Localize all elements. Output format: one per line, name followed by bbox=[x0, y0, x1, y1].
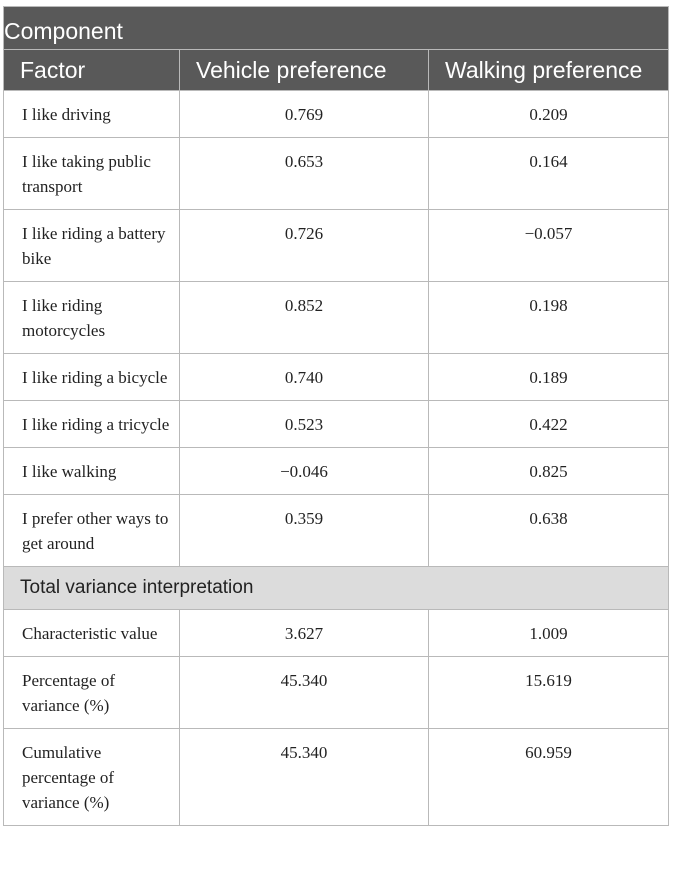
factor-cell: I like riding a tricycle bbox=[4, 401, 180, 448]
table-row bbox=[4, 448, 669, 495]
table-row bbox=[4, 354, 669, 401]
vehicle-cell: 0.769 bbox=[180, 91, 429, 138]
column-header-vehicle: Vehicle preference bbox=[180, 50, 429, 91]
vehicle-cell: 45.340 bbox=[180, 657, 429, 729]
walking-cell: 1.009 bbox=[429, 610, 669, 657]
column-header-factor: Factor bbox=[4, 50, 180, 91]
vehicle-cell: 45.340 bbox=[180, 729, 429, 826]
walking-cell: 60.959 bbox=[429, 729, 669, 826]
vehicle-cell: 0.740 bbox=[180, 354, 429, 401]
walking-cell: 0.189 bbox=[429, 354, 669, 401]
table-row bbox=[4, 729, 669, 826]
component-header: Component bbox=[4, 7, 669, 50]
factor-cell: Percentage of variance (%) bbox=[4, 657, 180, 729]
vehicle-cell: 3.627 bbox=[180, 610, 429, 657]
table-row bbox=[4, 210, 669, 282]
factor-cell: Characteristic value bbox=[4, 610, 180, 657]
factor-cell: I prefer other ways to get around bbox=[4, 495, 180, 567]
vehicle-cell: 0.523 bbox=[180, 401, 429, 448]
factor-cell: I like taking public transport bbox=[4, 138, 180, 210]
vehicle-cell: 0.653 bbox=[180, 138, 429, 210]
table-row bbox=[4, 282, 669, 354]
section-title: Total variance interpretation bbox=[4, 567, 669, 610]
factor-cell: I like walking bbox=[4, 448, 180, 495]
factor-cell: I like driving bbox=[4, 91, 180, 138]
table-row bbox=[4, 138, 669, 210]
section-header-row bbox=[4, 567, 669, 610]
walking-cell: 0.422 bbox=[429, 401, 669, 448]
table-row bbox=[4, 657, 669, 729]
walking-cell: −0.057 bbox=[429, 210, 669, 282]
vehicle-cell: −0.046 bbox=[180, 448, 429, 495]
walking-cell: 0.164 bbox=[429, 138, 669, 210]
walking-cell: 0.209 bbox=[429, 91, 669, 138]
walking-cell: 0.825 bbox=[429, 448, 669, 495]
factor-cell: I like riding a battery bike bbox=[4, 210, 180, 282]
table-row bbox=[4, 91, 669, 138]
vehicle-cell: 0.852 bbox=[180, 282, 429, 354]
table-row bbox=[4, 401, 669, 448]
factor-cell: Cumulative percentage of variance (%) bbox=[4, 729, 180, 826]
vehicle-cell: 0.359 bbox=[180, 495, 429, 567]
factor-loading-table bbox=[3, 6, 669, 826]
walking-cell: 15.619 bbox=[429, 657, 669, 729]
factor-cell: I like riding a bicycle bbox=[4, 354, 180, 401]
column-header-walking: Walking preference bbox=[429, 50, 669, 91]
walking-cell: 0.198 bbox=[429, 282, 669, 354]
walking-cell: 0.638 bbox=[429, 495, 669, 567]
table-row bbox=[4, 495, 669, 567]
vehicle-cell: 0.726 bbox=[180, 210, 429, 282]
factor-cell: I like riding motorcycles bbox=[4, 282, 180, 354]
table-row bbox=[4, 610, 669, 657]
